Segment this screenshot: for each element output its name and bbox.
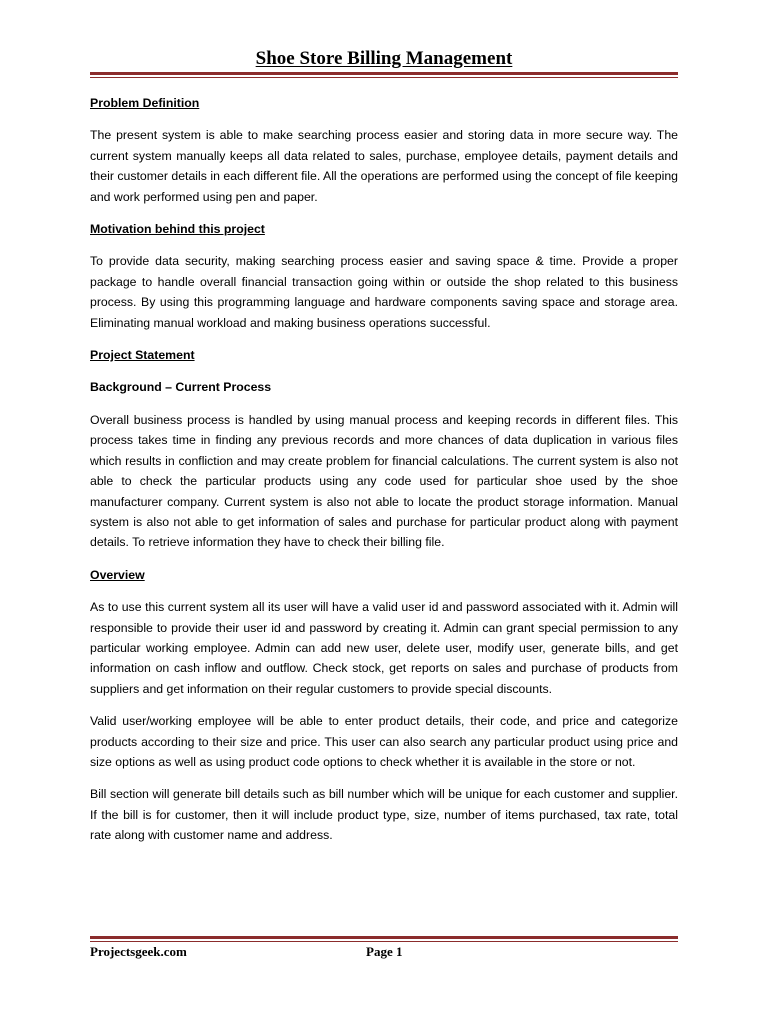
section-heading-problem-definition: Problem Definition: [90, 96, 200, 110]
header-rule: [90, 72, 678, 78]
paragraph-overview-admin: As to use this current system all its user will have a valid user id and password associated with it. Admin will responsible to provide their user id and password by creating it. Admin can grant special permission to any particular working employee. Admin can add new user, delete user, modify user, generate bills, and get information on cash inflow and outflow. Check stock, get reports on sales and purchase of products from suppliers and get information on their regular customers to provide special discounts.: [90, 600, 678, 696]
paragraph-motivation: To provide data security, making searching process easier and saving space & time. Provide a proper package to handle overall financial transaction going within or outside the shop related to this business process. By using this programming language and hardware components saving space and storage area. Eliminating manual workload and making business operations successful.: [90, 254, 678, 330]
section-heading-project-statement: Project Statement: [90, 348, 195, 363]
footer-page-number: Page 1: [366, 944, 403, 959]
footer-site-name: Projectsgeek.com: [90, 944, 187, 959]
paragraph-overview-employee: Valid user/working employee will be able to enter product details, their code, and price and categorize products according to their size and price. This user can also search any particular product using price and size options as well as using product code options to check whether it is available in the store or not.: [90, 714, 678, 769]
section-heading-overview: Overview: [90, 567, 145, 582]
document-page: [90, 0, 678, 1024]
paragraph-background: Overall business process is handled by using manual process and keeping records in different files. This process takes time in finding any previous records and more chances of data duplication in various files which results in confliction and may create problem for financial calculations. The current system is also not able to check the particular products using any code used for particular shoe used by the shoe manufacturer company. Current system is also not able to locate the product storage information. Manual system is also not able to get information of sales and purchase for particular product along with payment details. To retrieve information they have to check their billing file.: [90, 412, 678, 550]
paragraph-overview-bill: Bill section will generate bill details such as bill number which will be unique for each customer and supplier. If the bill is for customer, then it will include product type, size, number of items purchased, tax rate, total rate along with customer name and address.: [90, 787, 678, 843]
subheading-background: Background – Current Process: [90, 380, 272, 395]
paragraph-problem-definition: The present system is able to make searching process easier and storing data in more secure way. The current system manually keeps all data related to sales, purchase, employee details, payment details and their customer details in each different file. All the operations are performed using the concept of file keeping and work performed using pen and paper.: [90, 128, 678, 204]
document-body: [90, 93, 678, 858]
footer-rule: [90, 936, 678, 942]
document-title: Shoe Store Billing Management: [255, 48, 513, 69]
section-heading-motivation: Motivation behind this project: [90, 222, 265, 237]
